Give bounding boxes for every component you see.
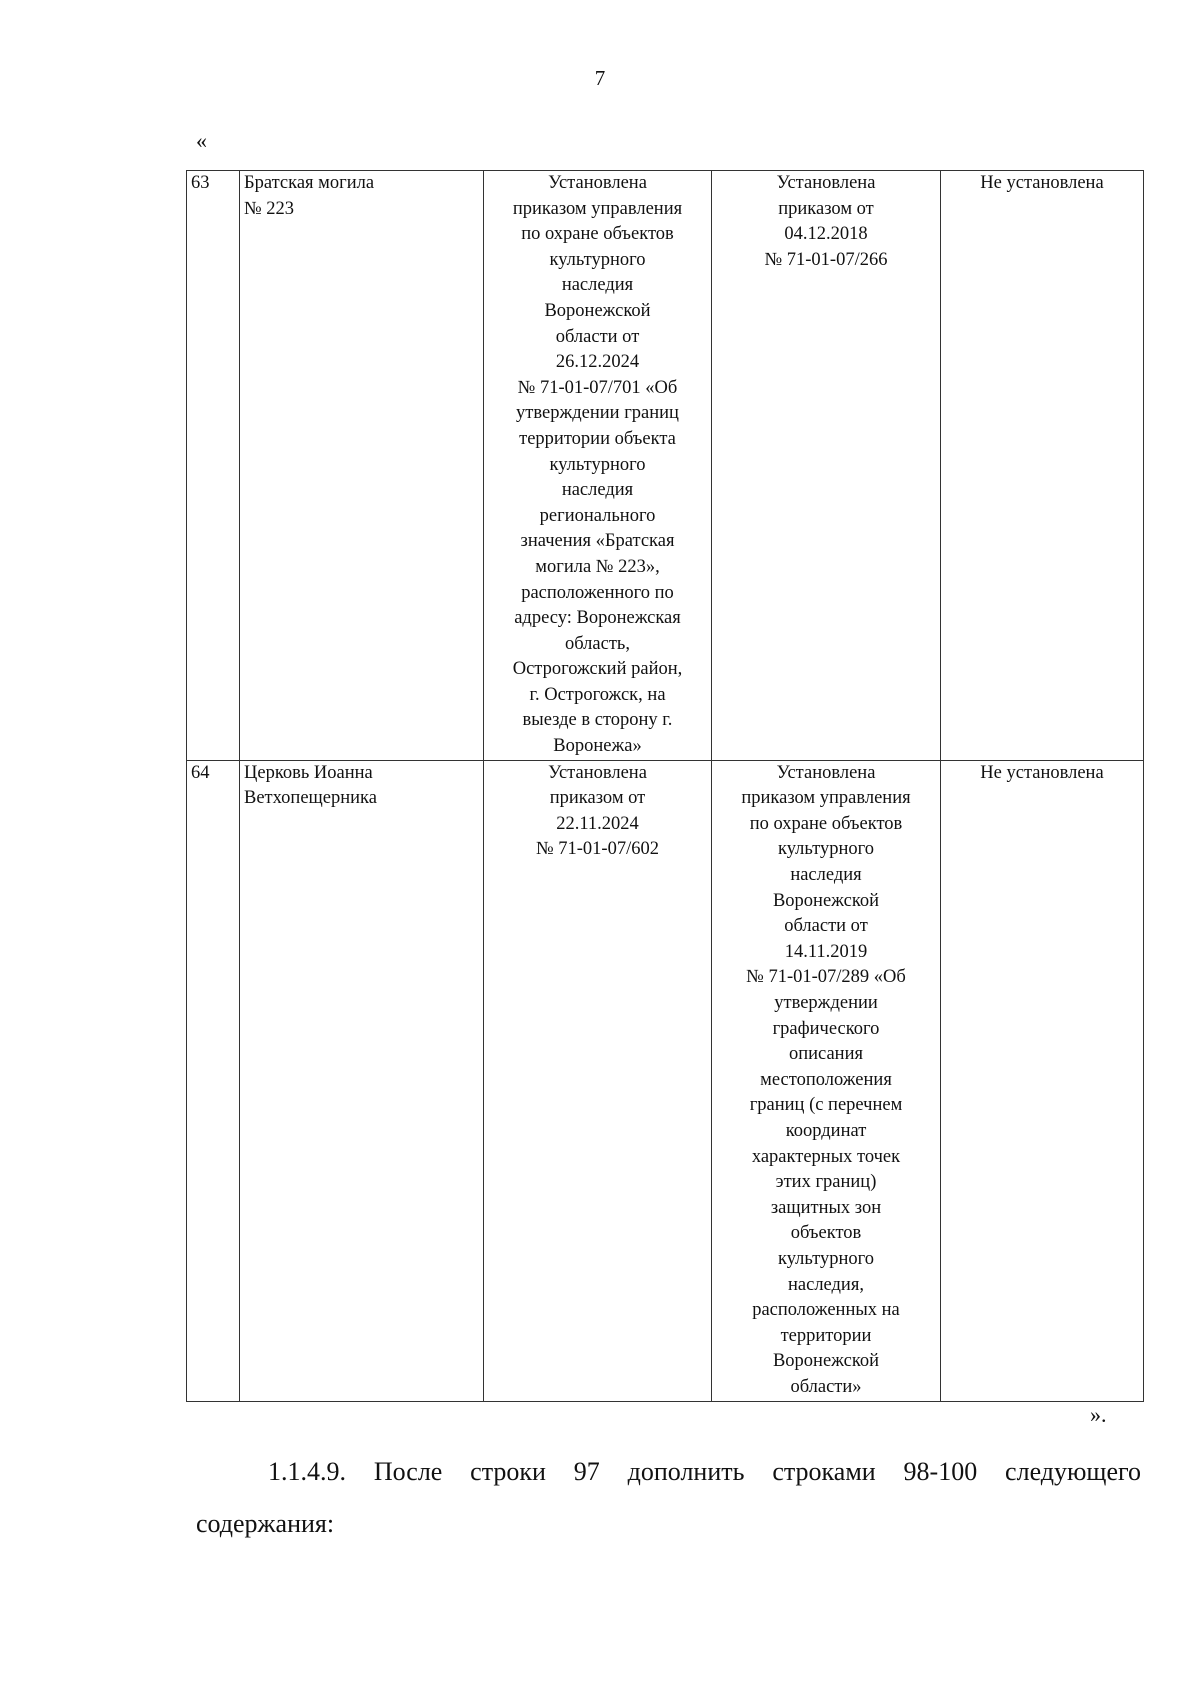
territory-boundaries-cell-line: значения «Братская — [520, 531, 675, 552]
subject-of-protection-cell-line: наследия — [790, 865, 862, 886]
territory-boundaries-cell-line: утверждении границ — [516, 403, 679, 424]
territory-boundaries-cell-line: по охране объектов — [521, 224, 674, 245]
opening-quote-mark: « — [196, 128, 207, 153]
object-name-cell — [240, 171, 484, 761]
subject-of-protection-cell-line: расположенных на — [752, 1300, 900, 1321]
subject-of-protection-cell-line: Установлена — [776, 762, 876, 783]
territory-boundaries-cell-line: области от — [555, 326, 640, 347]
territory-boundaries-cell-line: Установлена — [548, 173, 647, 193]
subject-of-protection-cell-line: по охране объектов — [749, 813, 903, 834]
paragraph-line-2: содержания: — [196, 1509, 335, 1538]
subject-of-protection-cell-line: характерных точек — [751, 1146, 901, 1167]
territory-boundaries-cell-line: территории объекта — [519, 428, 676, 449]
heritage-objects-table — [186, 170, 1144, 1402]
territory-boundaries-cell-line: регионального — [539, 505, 656, 526]
territory-boundaries-cell — [484, 760, 712, 1401]
territory-boundaries-cell-line: 26.12.2024 — [555, 352, 640, 373]
closing-quote-mark: ». — [1090, 1402, 1107, 1427]
protection-zone-cell: Не установлена — [941, 760, 1144, 1401]
subject-of-protection-cell-line: Воронежской — [772, 1351, 880, 1372]
territory-boundaries-cell-line: адресу: Воронежская — [514, 608, 681, 629]
territory-boundaries-cell-line: культурного — [549, 249, 646, 270]
territory-boundaries-cell-line: могила № 223», — [535, 556, 660, 577]
territory-boundaries-cell-line: Острогожский район, — [512, 659, 683, 680]
object-name-cell-line: № 223 — [244, 198, 295, 219]
territory-boundaries-cell-line: № 71-01-07/602 — [536, 839, 659, 860]
territory-boundaries-cell-line: приказом управления — [512, 198, 683, 219]
object-name-cell-line: Братская могила — [244, 173, 375, 193]
subject-of-protection-cell-line: приказом от — [778, 198, 874, 219]
subject-of-protection-cell-line: Установлена — [776, 173, 876, 193]
row-number-cell: 64 — [187, 760, 240, 1401]
table-row — [187, 760, 1144, 1401]
subject-of-protection-cell-line: координат — [785, 1120, 867, 1141]
subject-of-protection-cell-line: границ (с перечнем — [749, 1095, 903, 1116]
territory-boundaries-cell-line: наследия — [561, 275, 634, 296]
territory-boundaries-cell-line: приказом от — [549, 788, 646, 809]
subject-of-protection-cell-line: культурного — [778, 1248, 874, 1269]
subject-of-protection-cell-line: защитных зон — [770, 1197, 882, 1218]
subject-of-protection-cell-line: территории — [780, 1325, 872, 1346]
object-name-cell-line: Ветхопещерника — [244, 788, 377, 809]
territory-boundaries-cell-line: 22.11.2024 — [556, 813, 639, 834]
territory-boundaries-cell-line: Установлена — [548, 762, 647, 783]
paragraph-line-1: 1.1.4.9. После строки 97 дополнить строками 98-100 следующего — [268, 1457, 1141, 1486]
subject-of-protection-cell-line: № 71-01-07/289 «Об — [746, 967, 906, 988]
table-row — [187, 171, 1144, 761]
subject-of-protection-cell-line: культурного — [778, 839, 874, 860]
territory-boundaries-cell-line: Воронежской — [544, 300, 651, 321]
subject-of-protection-cell-line: графического — [772, 1018, 880, 1039]
object-name-cell — [240, 760, 484, 1401]
territory-boundaries-cell-line: г. Острогожск, на — [529, 684, 666, 705]
subject-of-protection-cell-line: области» — [790, 1376, 862, 1397]
territory-boundaries-cell-line: наследия — [561, 480, 634, 501]
protection-zone-cell: Не установлена — [941, 171, 1144, 761]
subject-of-protection-cell — [712, 760, 941, 1401]
territory-boundaries-cell-line: выезде в сторону г. — [522, 710, 673, 731]
subject-of-protection-cell-line: местоположения — [760, 1069, 892, 1090]
subject-of-protection-cell-line: описания — [788, 1044, 863, 1065]
territory-boundaries-cell-line: культурного — [549, 454, 646, 475]
subject-of-protection-cell-line: утверждении — [774, 993, 878, 1013]
subject-of-protection-cell-line: наследия, — [788, 1274, 864, 1295]
subject-of-protection-cell-line: объектов — [790, 1223, 862, 1244]
subject-of-protection-cell-line: области от — [784, 916, 868, 937]
row-number-cell: 63 — [187, 171, 240, 761]
subject-of-protection-cell-line: 04.12.2018 — [784, 224, 868, 245]
territory-boundaries-cell-line: Воронежа» — [553, 736, 642, 757]
amendment-paragraph — [196, 1446, 1141, 1550]
territory-boundaries-cell-line: расположенного по — [521, 582, 674, 603]
subject-of-protection-cell-line: № 71-01-07/266 — [764, 249, 888, 270]
page-number: 7 — [594, 66, 606, 90]
subject-of-protection-cell — [712, 171, 941, 761]
subject-of-protection-cell-line: этих границ) — [775, 1172, 877, 1193]
object-name-cell-line: Церковь Иоанна — [244, 762, 373, 783]
subject-of-protection-cell-line: 14.11.2019 — [784, 941, 868, 962]
subject-of-protection-cell-line: приказом управления — [741, 788, 911, 809]
territory-boundaries-cell-line: № 71-01-07/701 «Об — [517, 377, 678, 398]
territory-boundaries-cell — [484, 171, 712, 761]
territory-boundaries-cell-line: область, — [564, 633, 630, 654]
subject-of-protection-cell-line: Воронежской — [772, 890, 880, 911]
